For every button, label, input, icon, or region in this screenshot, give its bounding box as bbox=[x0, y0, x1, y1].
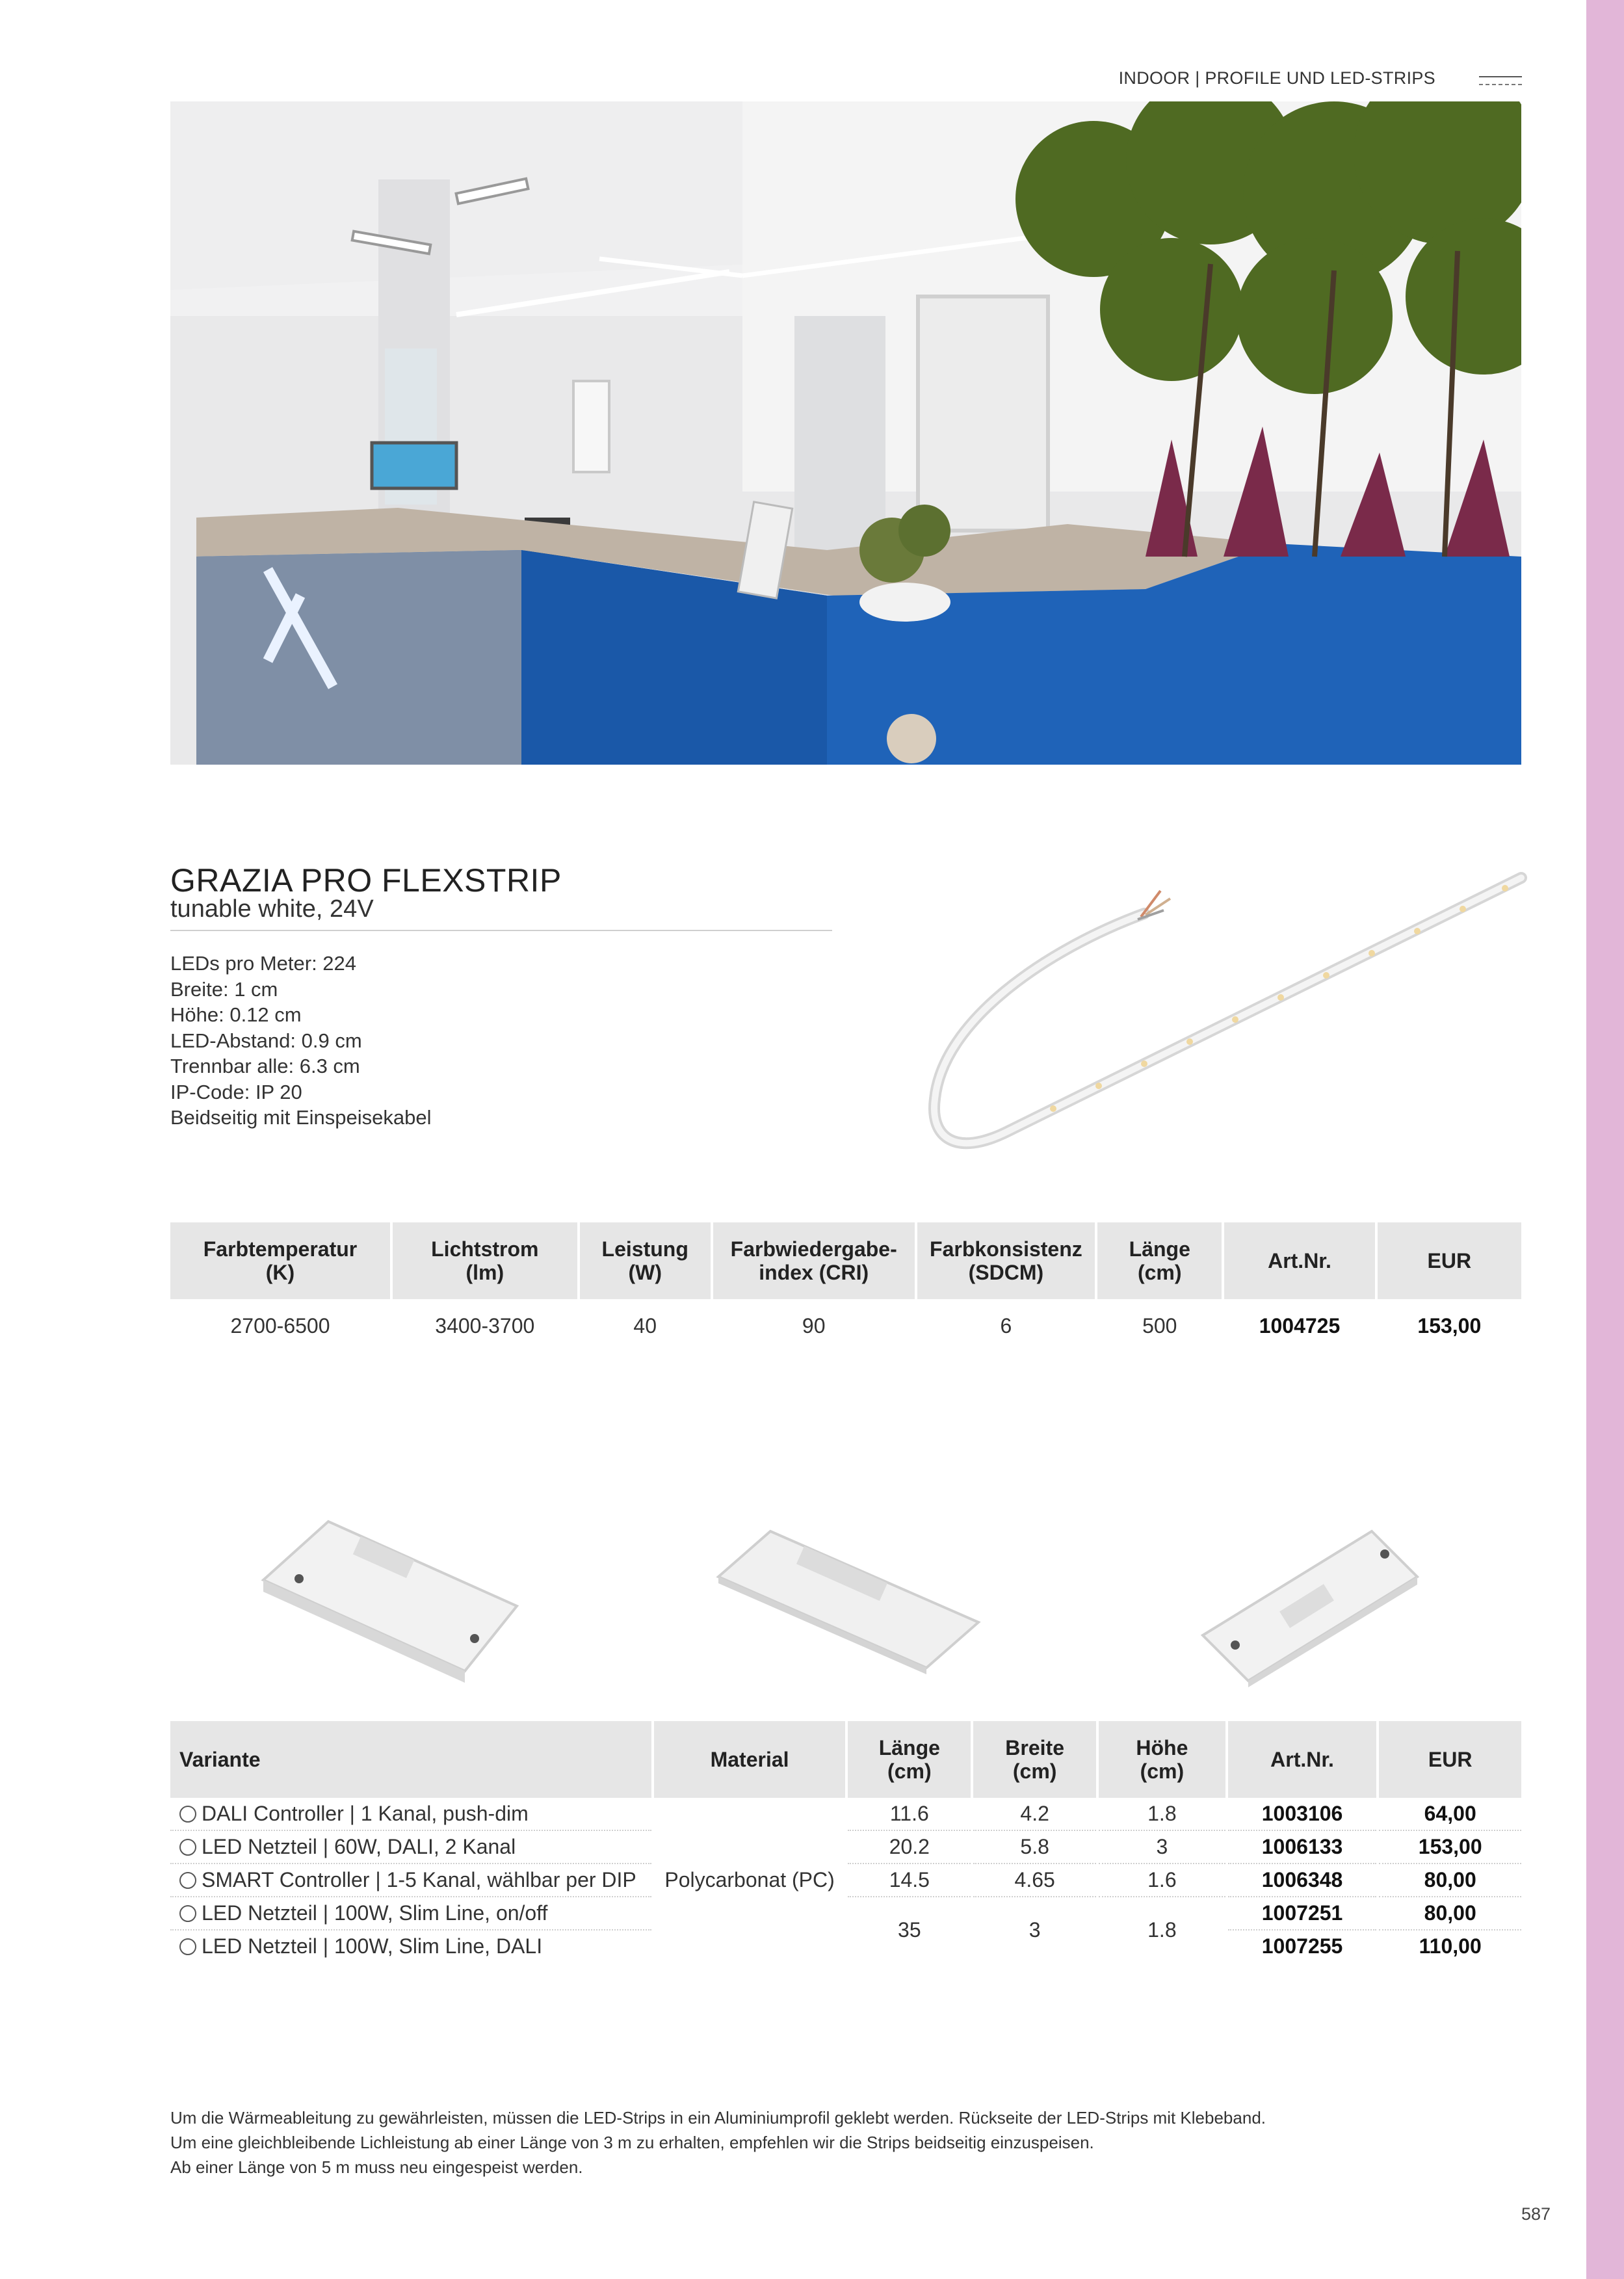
dali-controller-image bbox=[250, 1508, 523, 1687]
spec-item: Beidseitig mit Einspeisekabel bbox=[170, 1106, 432, 1129]
spec-item: Höhe: 0.12 cm bbox=[170, 1003, 302, 1026]
col-farbtemperatur: Farbtemperatur (K) bbox=[170, 1222, 390, 1299]
cell-hoehe: 3 bbox=[1099, 1831, 1225, 1864]
spec-item: Trennbar alle: 6.3 cm bbox=[170, 1055, 360, 1077]
cell-hoehe: 1.8 bbox=[1099, 1798, 1225, 1831]
col-material: Material bbox=[654, 1721, 846, 1798]
spec-table bbox=[168, 1222, 1524, 1352]
product-title: GRAZIA PRO FLEXSTRIP bbox=[170, 862, 562, 899]
product-subtitle: tunable white, 24V bbox=[170, 895, 374, 923]
spec-list bbox=[170, 951, 432, 1131]
spec-item: LED-Abstand: 0.9 cm bbox=[170, 1029, 362, 1052]
cell-artnr: 1006348 bbox=[1228, 1864, 1377, 1897]
cell-breite: 5.8 bbox=[973, 1831, 1096, 1864]
cell-artnr: 1006133 bbox=[1228, 1831, 1377, 1864]
col-hoehe: Höhe (cm) bbox=[1099, 1721, 1225, 1798]
footnote-line: Um eine gleichbleibende Lichleistung ab einer Länge von 3 m zu erhalten, empfehlen wir die Strips beidseitig einzuspeisen. bbox=[170, 2133, 1094, 2152]
led-strip-image bbox=[904, 852, 1528, 1177]
led-netzteil-60w-image bbox=[712, 1518, 985, 1678]
cell-eur: 80,00 bbox=[1379, 1897, 1521, 1930]
spec-item: Breite: 1 cm bbox=[170, 977, 278, 1001]
cell-laenge: 500 bbox=[1142, 1313, 1177, 1337]
table-row bbox=[170, 1897, 1521, 1930]
radio-icon[interactable] bbox=[179, 1872, 196, 1889]
cell-eur: 153,00 bbox=[1417, 1313, 1482, 1337]
material-cell: Polycarbonat (PC) bbox=[664, 1868, 835, 1891]
section-header: INDOOR | PROFILE UND LED-STRIPS bbox=[1118, 68, 1435, 88]
cell-laenge: 35 bbox=[898, 1917, 921, 1942]
col-eur: EUR bbox=[1378, 1222, 1521, 1299]
col-farbwiedergabe: Farbwiedergabe- index (CRI) bbox=[713, 1222, 915, 1299]
hero-photo bbox=[170, 101, 1521, 765]
table-row bbox=[170, 1798, 1521, 1831]
col-leistung: Leistung (W) bbox=[580, 1222, 711, 1299]
variant-cell: SMART Controller | 1-5 Kanal, wählbar per DIP bbox=[170, 1864, 651, 1897]
variant-cell: LED Netzteil | 100W, Slim Line, DALI bbox=[170, 1930, 651, 1962]
col-breite: Breite (cm) bbox=[973, 1721, 1096, 1798]
cell-breite: 4.65 bbox=[973, 1864, 1096, 1897]
footnote-line: Ab einer Länge von 5 m muss neu eingespeist werden. bbox=[170, 2157, 583, 2177]
footnotes bbox=[170, 2105, 1266, 2180]
col-lichtstrom: Lichtstrom (lm) bbox=[393, 1222, 577, 1299]
spec-item: LEDs pro Meter: 224 bbox=[170, 952, 357, 975]
cell-lichtstrom: 3400-3700 bbox=[435, 1313, 535, 1337]
side-color-band bbox=[1586, 0, 1624, 2279]
cell-eur: 153,00 bbox=[1379, 1831, 1521, 1864]
header-strip-icon bbox=[1479, 76, 1522, 85]
cell-artnr: 1004725 bbox=[1259, 1313, 1341, 1337]
col-laenge: Länge (cm) bbox=[1097, 1222, 1222, 1299]
variant-cell: LED Netzteil | 100W, Slim Line, on/off bbox=[170, 1897, 651, 1930]
cell-farbtemperatur: 2700-6500 bbox=[230, 1313, 330, 1337]
radio-icon[interactable] bbox=[179, 1839, 196, 1856]
page-number: 587 bbox=[1521, 2204, 1551, 2224]
cell-sdcm: 6 bbox=[1000, 1313, 1012, 1337]
cell-hoehe: 1.6 bbox=[1099, 1864, 1225, 1897]
cell-artnr: 1007255 bbox=[1261, 1934, 1343, 1958]
cell-artnr: 1007251 bbox=[1228, 1897, 1377, 1930]
table-row bbox=[170, 1299, 1521, 1352]
col-laenge: Länge (cm) bbox=[848, 1721, 971, 1798]
radio-icon[interactable] bbox=[179, 1905, 196, 1922]
cell-laenge: 11.6 bbox=[848, 1798, 971, 1831]
radio-icon[interactable] bbox=[179, 1806, 196, 1823]
cell-leistung: 40 bbox=[633, 1313, 657, 1337]
cell-hoehe: 1.8 bbox=[1147, 1917, 1177, 1942]
cell-eur: 80,00 bbox=[1379, 1864, 1521, 1897]
col-eur: EUR bbox=[1379, 1721, 1521, 1798]
table-row bbox=[170, 1930, 1521, 1962]
col-variante: Variante bbox=[170, 1721, 651, 1798]
table-row bbox=[170, 1831, 1521, 1864]
cell-cri: 90 bbox=[802, 1313, 826, 1337]
cell-breite: 3 bbox=[1028, 1917, 1041, 1942]
cell-eur: 110,00 bbox=[1419, 1934, 1482, 1958]
variant-cell: DALI Controller | 1 Kanal, push-dim bbox=[170, 1798, 651, 1831]
col-artnr: Art.Nr. bbox=[1224, 1222, 1374, 1299]
col-farbkonsistenz: Farbkonsistenz (SDCM) bbox=[917, 1222, 1095, 1299]
cell-artnr: 1003106 bbox=[1228, 1798, 1377, 1831]
smart-controller-image bbox=[1196, 1518, 1424, 1691]
accessory-table bbox=[168, 1721, 1524, 1962]
col-artnr: Art.Nr. bbox=[1228, 1721, 1377, 1798]
radio-icon[interactable] bbox=[179, 1938, 196, 1955]
cell-breite: 4.2 bbox=[973, 1798, 1096, 1831]
title-divider bbox=[170, 930, 832, 931]
cell-laenge: 20.2 bbox=[848, 1831, 971, 1864]
footnote-line: Um die Wärmeableitung zu gewährleisten, müssen die LED-Strips in ein Aluminiumprofil geklebt werden. Rückseite der LED-Strips mit Klebeband. bbox=[170, 2108, 1266, 2128]
variant-cell: LED Netzteil | 60W, DALI, 2 Kanal bbox=[170, 1831, 651, 1864]
cell-eur: 64,00 bbox=[1379, 1798, 1521, 1831]
spec-item: IP-Code: IP 20 bbox=[170, 1080, 302, 1103]
table-row bbox=[170, 1864, 1521, 1897]
cell-laenge: 14.5 bbox=[848, 1864, 971, 1897]
